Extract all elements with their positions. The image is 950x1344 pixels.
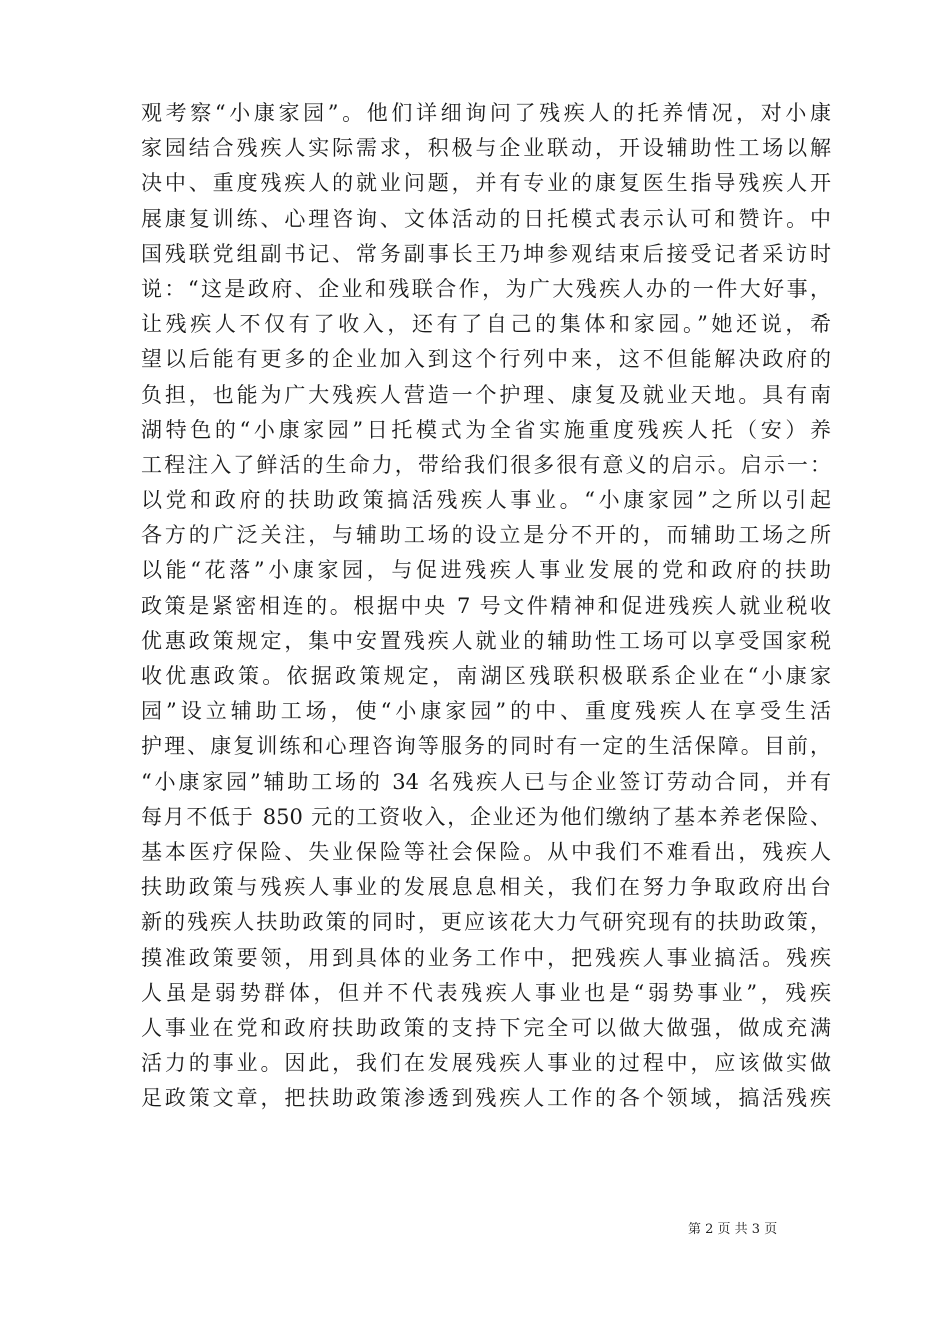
text-line: 负担，也能为广大残疾人营造一个护理、康复及就业天地。具有南 [141, 382, 831, 407]
text-line: 各方的广泛关注，与辅助工场的设立是分不开的，而辅助工场之所 [141, 523, 831, 548]
text-line: 每月不低于 850 元的工资收入，企业还为他们缴纳了基本养老保险、 [141, 804, 831, 829]
text-line: 让残疾人不仅有了收入，还有了自己的集体和家园。”她还说，希 [141, 312, 831, 337]
text-line: 基本医疗保险、失业保险等社会保险。从中我们不难看出，残疾人 [141, 839, 831, 864]
text-line: 政策是紧密相连的。根据中央 7 号文件精神和促进残疾人就业税收 [141, 593, 831, 618]
text-line: 望以后能有更多的企业加入到这个行列中来，这不但能解决政府的 [141, 347, 831, 372]
page-number: 第 2 页 共 3 页 [688, 1222, 778, 1237]
text-line: 扶助政策与残疾人事业的发展息息相关，我们在努力争取政府出台 [141, 875, 831, 900]
text-line: 新的残疾人扶助政策的同时，更应该花大力气研究现有的扶助政策， [141, 910, 831, 935]
text-line: 活力的事业。因此，我们在发展残疾人事业的过程中，应该做实做 [141, 1051, 831, 1076]
text-line: 优惠政策规定，集中安置残疾人就业的辅助性工场可以享受国家税 [141, 628, 831, 653]
text-line: 工程注入了鲜活的生命力，带给我们很多很有意义的启示。启示一： [141, 452, 831, 477]
body-text [141, 96, 831, 1116]
text-line: 以党和政府的扶助政策搞活残疾人事业。“小康家园”之所以引起 [141, 488, 831, 513]
text-line: 展康复训练、心理咨询、文体活动的日托模式表示认可和赞许。中 [141, 206, 831, 231]
text-line: 湖特色的“小康家园”日托模式为全省实施重度残疾人托（安）养 [141, 417, 831, 442]
text-line: 护理、康复训练和心理咨询等服务的同时有一定的生活保障。目前， [141, 734, 831, 759]
text-line: “小康家园”辅助工场的 34 名残疾人已与企业签订劳动合同，并有 [141, 769, 831, 794]
text-line: 人虽是弱势群体，但并不代表残疾人事业也是“弱势事业”，残疾 [141, 980, 831, 1005]
text-line: 足政策文章，把扶助政策渗透到残疾人工作的各个领域，搞活残疾 [141, 1086, 831, 1111]
text-line: 人事业在党和政府扶助政策的支持下完全可以做大做强，做成充满 [141, 1015, 831, 1040]
text-line: 园”设立辅助工场，使“小康家园”的中、重度残疾人在享受生活 [141, 699, 831, 724]
text-line: 国残联党组副书记、常务副事长王乃坤参观结束后接受记者采访时 [141, 241, 831, 266]
text-line: 说：“这是政府、企业和残联合作，为广大残疾人办的一件大好事， [141, 276, 831, 301]
text-line: 摸准政策要领，用到具体的业务工作中，把残疾人事业搞活。残疾 [141, 945, 831, 970]
text-line: 以能“花落”小康家园，与促进残疾人事业发展的党和政府的扶助 [141, 558, 831, 583]
text-line: 观考察“小康家园”。他们详细询问了残疾人的托养情况，对小康 [141, 101, 831, 125]
text-line: 决中、重度残疾人的就业问题，并有专业的康复医生指导残疾人开 [141, 171, 831, 196]
text-line: 收优惠政策。依据政策规定，南湖区残联积极联系企业在“小康家 [141, 664, 831, 688]
text-line: 家园结合残疾人实际需求，积极与企业联动，开设辅助性工场以解 [141, 136, 831, 161]
